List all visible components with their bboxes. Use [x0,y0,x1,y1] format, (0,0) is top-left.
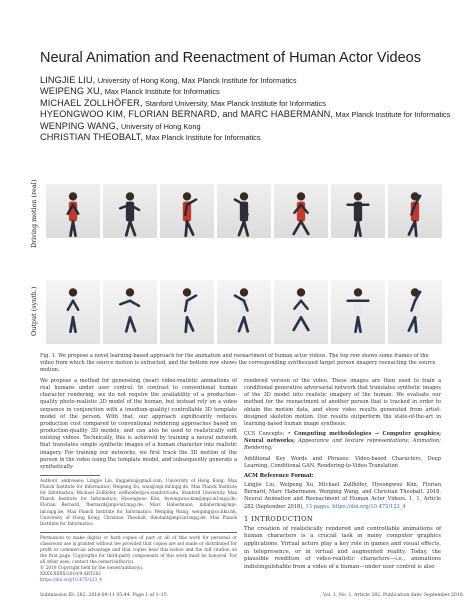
driving-frame [46,184,100,238]
output-frame [388,280,442,344]
driving-frame [331,184,385,238]
author-line [40,75,460,86]
author-affiliation: Max Planck Institute for Informatics [104,87,220,97]
output-frame [217,280,271,344]
author-affiliation: Stanford University, Max Planck Institute for Informatics [144,98,326,108]
author-line [40,109,460,120]
footer-submission: Submission ID: 282. 2018-09-11 05:44. Page 1 of 1–15. [40,593,169,598]
author-line [40,121,460,132]
author-list [40,75,460,143]
acm-reference: Lingjie Liu, Weipeng Xu, Michael Zollhöfer, Hyeongwoo Kim, Florian Bernard, Marc Habermann, Wenping Wang, and Christian Theobalt. 2018. Neural Animation and Reenactment of Human Actor Videos. 1, 1, Article 282 (September 2018), 13 pages. https://doi.org/10.475/123_4 [244,482,441,510]
teaser-figure [30,178,443,348]
author-names: MICHAEL ZOLLHÖFER, [40,97,143,108]
abstract-continued: rendered version of the video. These images are then used to train a conditional generative adversarial network that translates synthetic images of the 3D model into realistic imagery of the human. We evaluate our method for the reenactment of another person that is tracked in order to obtain the motion data, and show video results generated from artist-designed skeleton motion. Our results outperform the state-of-the-art in learning-based human image synthesis. [244,378,441,427]
author-names: WENPING WANG, [40,120,119,131]
driving-frame [103,184,157,238]
left-column [40,378,237,585]
output-frames-row [46,280,442,344]
permission-rule [40,532,237,533]
author-line [40,86,460,97]
driving-frame [388,184,442,238]
author-names: LINGJIE LIU, [40,75,96,85]
footnote-rule [40,475,100,476]
reference-doi-link[interactable]: https://doi.org/10.475/123_4 [332,503,406,510]
author-names: HYEONGWOO KIM, FLORIAN BERNARD, and MARC HABERMANN, [40,109,334,120]
output-frame [46,280,100,344]
pages-link[interactable]: 13 pages. [305,503,331,510]
ccs-concepts: CCS Concepts: • Computing methodologies → Computer graphics; Neural networks; Appearance and texture representations; Animation; Rendering; [244,431,442,452]
author-affiliation: University of Hong Kong [120,121,201,131]
row-label-driving: Driving motion (real) [30,179,38,248]
author-names: CHRISTIAN THEOBALT, [40,132,144,143]
driving-frames-row [46,184,442,238]
copyright-line: © 2018 Copyright held by the owner/author(s). [40,566,144,572]
author-addresses: Authors' addresses: Lingjie Liu, lingjieliu@gmail.com, University of Hong Kong, Max Planck Institute for Informatics; Weipeng Xu, wxu@mpi-inf.mpg.de, Max Planck Institute for Informatics; Michael Zollhöfer, zollhoefer@cs.stanford.edu, Stanford University, Max Planck Institute for Informatics; Hyeongwoo Kim, hyeongwoo.kim@mpi-inf.mpg.de; Florian Bernard, fbernard@mpi-inf.mpg.de; Marc Habermann, mhaberma@mpi-inf.mpg.de, Max Planck Institute for Informatics; Wenping Wang, wenping@cs.hku.hk, University of Hong Kong; Christian Theobalt, theobalt@mpi-inf.mpg.de, Max Planck Institute for Informatics. [40,479,237,527]
figure-caption: Fig. 1. We propose a novel learning-based approach for the animation and reenactment of human actor videos. The top row shows some frames of the video from which the source motion is extracted, and the bottom row shows the corresponding synthesized target person imagery reenacting the source motion. [40,353,436,374]
driving-frame [217,184,271,238]
output-frame [331,280,385,344]
right-column [244,378,441,574]
keywords: Additional Key Words and Phrases: Video-based Characters, Deep Learning, Conditional GAN, Rendering-to-Video Translation [244,455,441,469]
author-affiliation: Max Planck Institute for Informatics [145,133,261,143]
issn-line: XXXX-XXXX/2018/9-ART282 [40,572,101,578]
acm-reference-heading: ACM Reference Format: [244,472,314,479]
output-frame [160,280,214,344]
author-line [40,98,460,109]
row-label-output: Output (synth.) [30,286,38,336]
author-names: WEIPENG XU, [40,86,103,97]
introduction-text: The creation of realistically rendered and controllable animations of human characters is a crucial task in many computer graphics applications. Virtual actors play a key role in games and visual effects, in telepresence, or in virtual and augmented reality. Today, the plausible rendition of video-realistic characters—i.e., animations indistinguishable from a video of a human—under user control is also [244,525,441,570]
author-affiliation: University of Hong Kong, Max Planck Institute for Informatics [97,76,297,85]
driving-frame [274,184,328,238]
author-affiliation: Max Planck Institute for Informatics [335,110,451,120]
footer-publication: , Vol. 1, No. 1, Article 282. Publication date: September 2018. [320,593,465,598]
output-frame [103,280,157,344]
section-heading-introduction: 1 INTRODUCTION [244,514,314,523]
driving-frame [160,184,214,238]
paper-title: Neural Animation and Reenactment of Human Actor Videos [40,50,421,66]
doi-link[interactable]: https://doi.org/10.475/123_4 [40,578,103,584]
output-frame [274,280,328,344]
permission-notice: Permission to make digital or hard copies of part or all of this work for personal or classroom use is granted without fee provided that copies are not made or distributed for profit or commercial advantage and that copies bear this notice and the full citation on the first page. Copyrights for third-party components of this work must be honored. For all other uses, contact the owner/author(s). [40,535,237,566]
author-line [40,132,460,143]
abstract-text: We propose a method for generating (near) video-realistic animations of real humans under user control. In contrast to conventional human character rendering, we do not require the availability of a production-quality photo-realistic 3D model of the human, but instead rely on a video sequence in conjunction with a (medium-quality) controllable 3D template model of the person. With that, our approach significantly reduces production cost compared to conventional rendering approaches based on production-quality 3D models, and can also be used to realistically edit existing videos. Technically, this is achieved by training a neural network that translates simple synthetic images of a human character into realistic imagery. For training our networks, we first track the 3D motion of the person in the video using the template model, and subsequently generate a synthetically [40,378,237,470]
